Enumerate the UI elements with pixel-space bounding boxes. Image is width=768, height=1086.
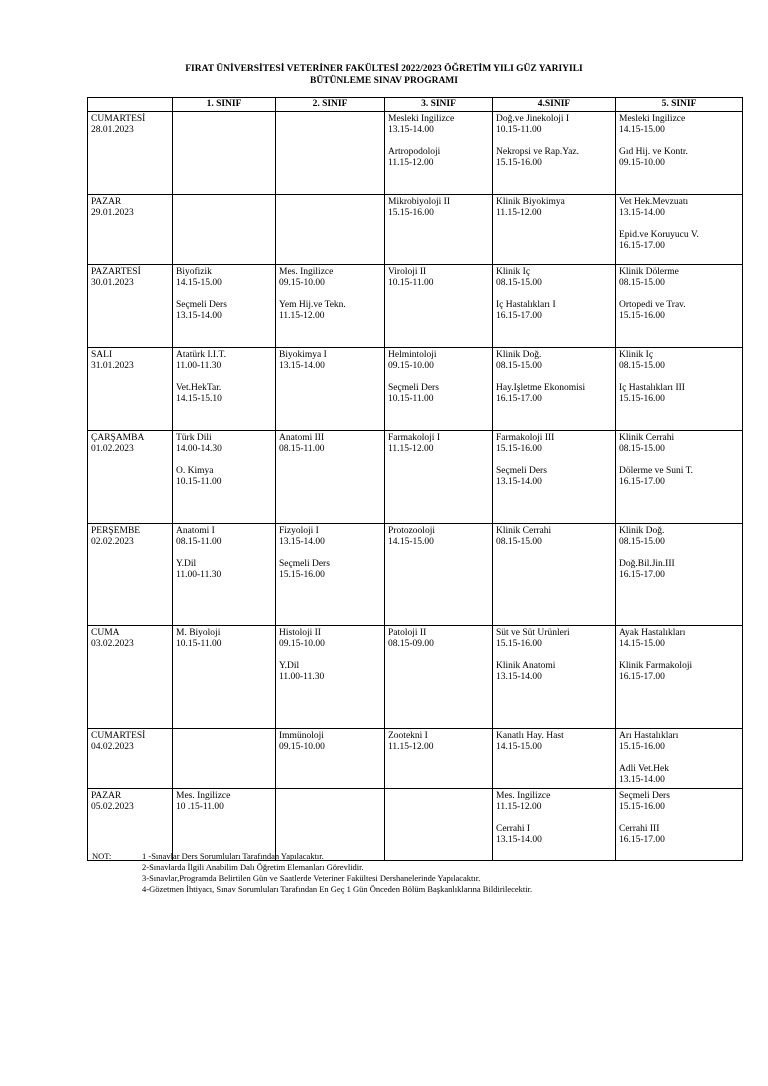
day-date: 04.02.2023 [91,742,134,752]
exam-entry [279,267,381,289]
exam-entry [619,791,739,813]
exam-schedule-table [87,97,743,861]
exam-course: Y.Dil [176,559,197,569]
day-cell [88,265,173,348]
exam-time: 11.15-12.00 [388,444,434,454]
exam-entry [176,267,272,289]
exam-entry [388,267,489,289]
exam-course: Klinik Biyokimya [496,197,565,207]
day-row [88,195,743,265]
exam-time: 08.15-11.00 [279,444,325,454]
exam-entry [619,147,739,169]
day-cell [88,431,173,524]
day-date: 29.01.2023 [91,208,134,218]
exam-cell [276,195,385,265]
exam-cell [385,729,493,789]
exam-entry [619,661,739,683]
day-date: 03.02.2023 [91,639,134,649]
day-name: CUMARTESİ [91,114,146,124]
exam-cell [276,265,385,348]
exam-course: Ortopedi ve Trav. [619,300,686,310]
exam-time: 15.15-16.00 [619,394,665,404]
exam-cell [385,626,493,729]
exam-course: Dölerme ve Suni T. [619,466,694,476]
exam-time: 13.15-14.00 [279,537,325,547]
exam-course: Süt ve Süt Ürünleri [496,628,570,638]
exam-course: Doğ.ve Jinekoloji I [496,114,570,124]
exam-entry [496,791,612,813]
exam-cell [493,789,616,861]
exam-course: Viroloji II [388,267,427,277]
exam-entry [496,824,612,846]
exam-time: 14.15-15.10 [176,394,222,404]
exam-cell [493,729,616,789]
exam-entry [388,147,489,169]
exam-cell [493,524,616,626]
exam-course: O. Kimya [176,466,214,476]
exam-course: Doğ.Bil.Jin.III [619,559,675,569]
exam-entry [619,300,739,322]
exam-time: 11.00-11.30 [176,361,222,371]
exam-course: Klinik Dölerme [619,267,679,277]
exam-cell [385,431,493,524]
exam-cell [276,348,385,431]
day-row [88,348,743,431]
exam-entry [176,383,272,405]
exam-entry [496,197,612,219]
exam-course: Klinik İç [619,350,654,360]
header-row [88,98,743,112]
day-row [88,729,743,789]
exam-entry [496,114,612,136]
header-class-4: 4.SINIF [493,98,616,112]
exam-entry [279,628,381,650]
exam-course: Klinik Doğ. [496,350,542,360]
exam-entry [496,731,612,753]
exam-entry [496,628,612,650]
exam-cell [173,265,276,348]
exam-cell [616,729,743,789]
exam-time: 15.15-16.00 [619,802,665,812]
exam-time: 16.15-17.00 [619,570,665,580]
exam-cell [385,112,493,195]
exam-entry [619,824,739,846]
day-row [88,112,743,195]
exam-time: 13.15-14.00 [388,125,434,135]
exam-entry [279,300,381,322]
exam-cell [616,112,743,195]
exam-time: 08.15-09.00 [388,639,434,649]
exam-course: Arı Hastalıkları [619,731,679,741]
exam-cell [276,112,385,195]
exam-cell [385,524,493,626]
exam-time: 13.15-14.00 [176,311,222,321]
exam-course: Farmakoloji I [388,433,440,443]
exam-time: 16.15-17.00 [619,672,665,682]
exam-entry [496,661,612,683]
day-row [88,626,743,729]
day-cell [88,729,173,789]
exam-course: Vet.HekTar. [176,383,222,393]
exam-cell [385,789,493,861]
exam-cell [493,195,616,265]
exam-time: 11.00-11.30 [279,672,325,682]
exam-entry [619,433,739,455]
exam-time: 11.00-11.30 [176,570,222,580]
day-row [88,524,743,626]
day-date: 28.01.2023 [91,125,134,135]
header-class-3: 3. SINIF [385,98,493,112]
exam-cell [616,626,743,729]
document-subtitle: BÜTÜNLEME SINAV PROGRAMI [310,76,458,86]
exam-time: 09.15-10.00 [388,361,434,371]
exam-course: Biyokimya I [279,350,327,360]
exam-time: 16.15-17.00 [496,394,542,404]
exam-course: Hay.İşletme Ekonomisi [496,383,586,393]
exam-time: 14.15-15.00 [619,125,665,135]
day-name: PAZAR [91,791,122,801]
exam-time: 10.15-11.00 [176,477,222,487]
exam-course: Histoloji II [279,628,321,638]
exam-course: Anatomi III [279,433,325,443]
exam-entry [619,559,739,581]
schedule-body [88,112,743,861]
exam-time: 11.15-12.00 [388,742,434,752]
exam-entry [176,433,272,455]
exam-cell [385,195,493,265]
exam-entry [496,383,612,405]
exam-course: Gıd Hij. ve Kontr. [619,147,688,157]
exam-entry [496,147,612,169]
exam-course: Epid.ve Koruyucu V. [619,230,699,240]
exam-time: 11.15-12.00 [279,311,325,321]
exam-entry [388,433,489,455]
exam-time: 14.15-15.00 [176,278,222,288]
exam-cell [173,626,276,729]
exam-time: 09.15-10.00 [279,278,325,288]
day-cell [88,626,173,729]
exam-entry [619,731,739,753]
notes-section [92,851,532,895]
exam-course: Vet Hek.Mevzuatı [619,197,689,207]
note-item: 4-Gözetmen İhtiyacı, Sınav Sorumluları Tarafından En Geç 1 Gün Önceden Bölüm Başkanlıklarına Bildirilecektir. [142,884,533,894]
exam-entry [176,300,272,322]
exam-entry [279,559,381,581]
exam-course: Klinik Doğ. [619,526,665,536]
header-class-1: 1. SINIF [173,98,276,112]
exam-entry [388,628,489,650]
exam-time: 08.15-15.00 [619,537,665,547]
exam-entry [279,661,381,683]
exam-time: 09.15-10.00 [619,158,665,168]
exam-time: 08.15-15.00 [619,361,665,371]
exam-time: 10.15-11.00 [388,278,434,288]
exam-course: Mesleki İngilizce [619,114,686,124]
exam-cell [276,626,385,729]
day-date: 30.01.2023 [91,278,134,288]
exam-entry [388,383,489,405]
day-cell [88,112,173,195]
exam-time: 16.15-17.00 [496,311,542,321]
exam-course: Mes. İngilizce [279,267,334,277]
exam-cell [493,112,616,195]
exam-cell [616,524,743,626]
exam-cell [276,524,385,626]
header-day [88,98,173,112]
day-name: CUMARTESİ [91,731,146,741]
exam-cell [173,524,276,626]
day-row [88,431,743,524]
exam-cell [616,195,743,265]
exam-time: 14.15-15.00 [388,537,434,547]
exam-course: Klinik Cerrahi [496,526,552,536]
exam-time: 11.15-12.00 [496,208,542,218]
exam-cell [276,431,385,524]
exam-course: Nekropsi ve Rap.Yaz. [496,147,579,157]
exam-course: Seçmeli Ders [496,466,547,476]
exam-time: 13.15-14.00 [279,361,325,371]
exam-course: Yem Hij.ve Tekn. [279,300,346,310]
exam-cell [173,195,276,265]
document-title: FIRAT ÜNİVERSİTESİ VETERİNER FAKÜLTESİ 2022/2023 ÖĞRETİM YILI GÜZ YARIYILI [185,64,583,74]
exam-entry [496,466,612,488]
exam-course: Seçmeli Ders [279,559,330,569]
exam-entry [619,114,739,136]
exam-cell [616,789,743,861]
exam-cell [276,789,385,861]
day-date: 05.02.2023 [91,802,134,812]
exam-course: İç Hastalıkları I [496,300,556,310]
exam-course: Patoloji II [388,628,427,638]
exam-course: Klinik Cerrahi [619,433,675,443]
exam-time: 10 .15-11.00 [176,802,224,812]
exam-course: Ayak Hastalıkları [619,628,686,638]
exam-course: Klinik Anatomi [496,661,556,671]
exam-course: Mesleki İngilizce [388,114,455,124]
exam-time: 15.15-16.00 [619,742,665,752]
exam-time: 08.15-15.00 [619,444,665,454]
exam-time: 13.15-14.00 [496,477,542,487]
exam-entry [619,267,739,289]
exam-cell [173,729,276,789]
exam-entry [619,526,739,548]
exam-course: Anatomi I [176,526,215,536]
exam-cell [173,112,276,195]
exam-course: Protozooloji [388,526,435,536]
exam-course: İmmünoloji [279,731,324,741]
note-item: 3-Sınavlar,Programda Belirtilen Gün ve Saatlerde Veteriner Fakültesi Dershanelerinde Yapılacaktır. [142,873,481,883]
exam-course: Helmintoloji [388,350,437,360]
exam-entry [388,526,489,548]
exam-entry [619,628,739,650]
day-cell [88,789,173,861]
day-name: PAZARTESİ [91,267,141,277]
exam-entry [279,350,381,372]
exam-time: 08.15-11.00 [176,537,222,547]
exam-course: Farmakoloji III [496,433,555,443]
exam-course: M. Biyoloji [176,628,221,638]
exam-time: 15.15-16.00 [496,639,542,649]
exam-cell [616,348,743,431]
exam-entry [279,526,381,548]
exam-entry [496,433,612,455]
exam-cell [616,265,743,348]
header-class-5: 5. SINIF [616,98,743,112]
exam-time: 08.15-15.00 [619,278,665,288]
day-date: 31.01.2023 [91,361,134,371]
exam-cell [493,626,616,729]
exam-entry [279,731,381,753]
exam-time: 13.15-14.00 [619,775,665,785]
exam-time: 11.15-12.00 [496,802,542,812]
exam-time: 08.15-15.00 [496,361,542,371]
exam-course: Y.Dil [279,661,300,671]
exam-course: Biyofizik [176,267,212,277]
exam-time: 14.15-15.00 [496,742,542,752]
exam-entry [388,350,489,372]
exam-cell [173,431,276,524]
day-cell [88,348,173,431]
exam-time: 16.15-17.00 [619,835,665,845]
exam-cell [493,348,616,431]
exam-entry [619,764,739,786]
day-date: 01.02.2023 [91,444,134,454]
exam-time: 16.15-17.00 [619,477,665,487]
exam-course: Artropodoloji [388,147,441,157]
exam-course: Mes. İngilizce [496,791,551,801]
exam-course: Fizyoloji I [279,526,319,536]
exam-time: 15.15-16.00 [279,570,325,580]
exam-cell [173,348,276,431]
exam-cell [385,265,493,348]
exam-entry [279,433,381,455]
exam-entry [619,230,739,252]
exam-entry [176,559,272,581]
exam-time: 16.15-17.00 [619,241,665,251]
exam-entry [176,466,272,488]
day-name: SALI [91,350,113,360]
exam-time: 10.15-11.00 [388,394,434,404]
header-class-2: 2. SINIF [276,98,385,112]
exam-cell [616,431,743,524]
exam-entry [496,267,612,289]
exam-entry [176,350,272,372]
exam-time: 13.15-14.00 [619,208,665,218]
note-item: 1 -Sınavlar Ders Sorumluları Tarafından Yapılacaktır. [142,851,324,861]
exam-time: 15.15-16.00 [496,444,542,454]
exam-time: 15.15-16.00 [619,311,665,321]
day-row [88,789,743,861]
exam-entry [176,791,272,813]
exam-cell [173,789,276,861]
exam-cell [493,431,616,524]
exam-cell [276,729,385,789]
exam-entry [176,526,272,548]
exam-entry [619,197,739,219]
exam-time: 10.15-11.00 [496,125,542,135]
exam-entry [619,383,739,405]
exam-entry [496,300,612,322]
day-cell [88,195,173,265]
exam-course: Cerrahi III [619,824,660,834]
exam-course: Mikrobiyoloji II [388,197,451,207]
exam-time: 08.15-15.00 [496,537,542,547]
exam-course: Adli Vet.Hek [619,764,669,774]
exam-course: Seçmeli Ders [388,383,439,393]
exam-course: Kanatlı Hay. Hast [496,731,564,741]
exam-entry [176,628,272,650]
exam-entry [496,526,612,548]
exam-course: Mes. İngilizce [176,791,231,801]
exam-time: 13.15-14.00 [496,835,542,845]
day-name: PERŞEMBE [91,526,141,536]
exam-course: İç Hastalıkları III [619,383,685,393]
exam-entry [388,731,489,753]
exam-time: 09.15-10.00 [279,742,325,752]
exam-time: 10.15-11.00 [176,639,222,649]
day-name: PAZAR [91,197,122,207]
day-name: CUMA [91,628,120,638]
notes-label: NOT: [92,851,112,861]
exam-entry [388,114,489,136]
exam-time: 15.15-16.00 [388,208,434,218]
exam-time: 15.15-16.00 [496,158,542,168]
exam-course: Seçmeli Ders [176,300,227,310]
exam-course: Atatürk I.I.T. [176,350,226,360]
exam-time: 11.15-12.00 [388,158,434,168]
exam-cell [493,265,616,348]
exam-course: Zootekni I [388,731,428,741]
exam-time: 09.15-10.00 [279,639,325,649]
exam-course: Klinik Farmakoloji [619,661,693,671]
exam-entry [619,350,739,372]
day-name: ÇARŞAMBA [91,433,145,443]
exam-course: Klinik İç [496,267,531,277]
exam-time: 13.15-14.00 [496,672,542,682]
day-row [88,265,743,348]
exam-time: 14.00-14.30 [176,444,222,454]
exam-time: 14.15-15.00 [619,639,665,649]
exam-course: Türk Dili [176,433,212,443]
exam-cell [385,348,493,431]
note-item: 2-Sınavlarda İlgili Anabilim Dalı Öğretim Elemanları Görevlidir. [142,862,364,872]
exam-entry [619,466,739,488]
exam-entry [388,197,489,219]
exam-course: Cerrahi I [496,824,531,834]
exam-course: Seçmeli Ders [619,791,670,801]
exam-entry [496,350,612,372]
day-cell [88,524,173,626]
day-date: 02.02.2023 [91,537,134,547]
exam-time: 08.15-15.00 [496,278,542,288]
